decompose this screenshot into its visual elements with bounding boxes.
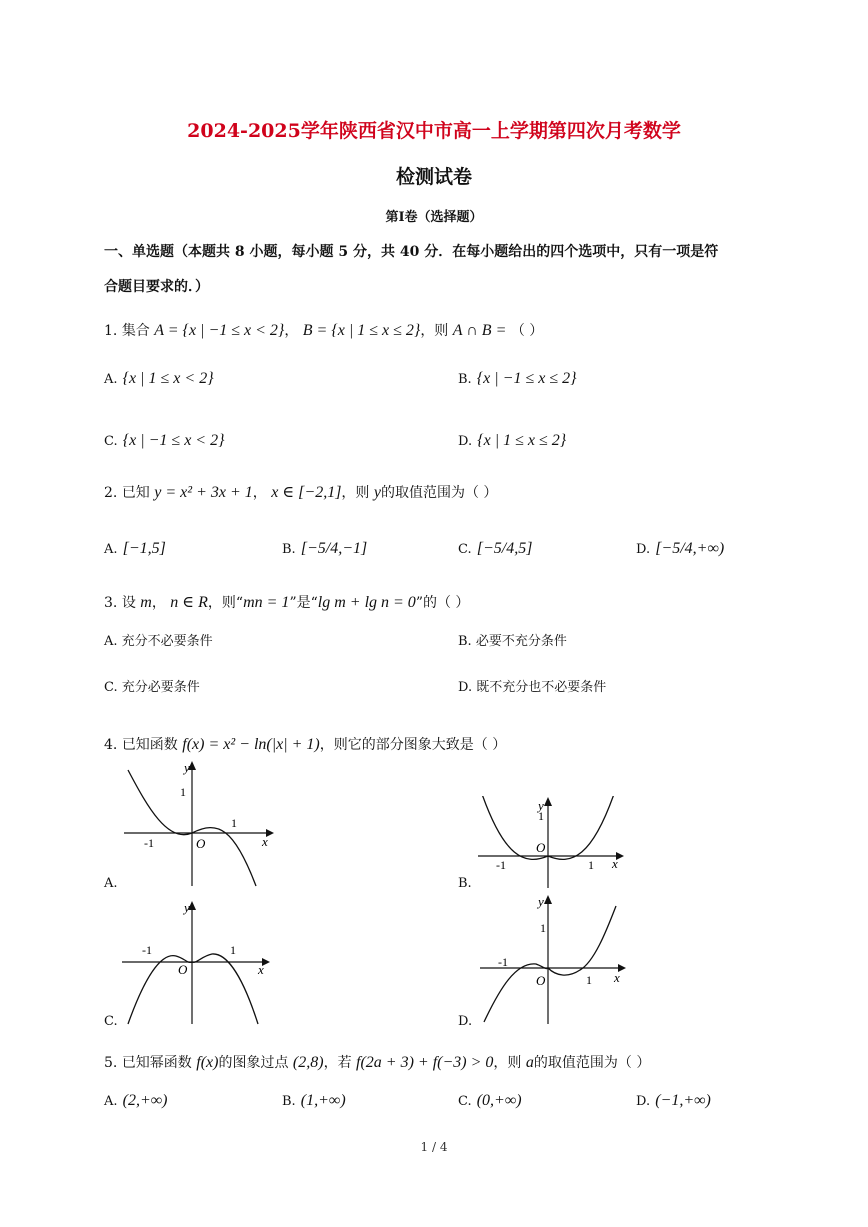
option-text: (2,+∞): [122, 1092, 168, 1109]
volume-label: 第Ⅰ卷（选择题）: [385, 210, 483, 225]
question-text: ，若: [323, 1055, 352, 1071]
option-label: D.: [458, 434, 473, 449]
question-2: [104, 482, 497, 502]
question-text: ，则: [420, 323, 449, 339]
option-label: C.: [104, 434, 118, 449]
option-label: D.: [636, 542, 651, 557]
option-label: C.: [458, 1094, 472, 1109]
option-text: (1,+∞): [300, 1092, 346, 1109]
set-a: A = {x | −1 ≤ x < 2}: [154, 322, 285, 339]
question-text: 的图象过点: [218, 1055, 289, 1071]
option-label: C.: [104, 680, 118, 695]
question-text: 设: [121, 595, 136, 611]
option-b[interactable]: [458, 368, 577, 388]
option-text: {x | 1 ≤ x ≤ 2}: [477, 432, 567, 449]
question-text: 的取值范围为（ ）: [380, 485, 498, 501]
separator: ，: [284, 323, 299, 339]
y-tick-1: 1: [540, 921, 546, 935]
graph-d: [476, 892, 636, 1028]
option-label: C.: [104, 1014, 118, 1029]
graph-b: [474, 796, 634, 892]
option-d[interactable]: [458, 676, 606, 695]
inequality-expr: f(2a + 3) + f(−3) > 0: [356, 1054, 494, 1071]
question-text: ”的（ ）: [415, 595, 470, 611]
separator: ，: [252, 485, 267, 501]
question-3: [104, 592, 469, 612]
option-label: D.: [458, 680, 473, 695]
question-number: 2.: [104, 485, 118, 501]
origin-label: O: [536, 973, 546, 988]
y-tick-1: 1: [180, 785, 186, 799]
question-text: 的取值范围为（ ）: [533, 1055, 651, 1071]
function-expr: y = x² + 3x + 1: [154, 484, 253, 501]
x-tick-1: 1: [231, 816, 237, 830]
option-label: C.: [458, 542, 472, 557]
x-axis-label: x: [262, 834, 268, 849]
x-tick-1: 1: [586, 973, 592, 987]
option-d[interactable]: [458, 430, 566, 450]
question-text: ，则: [341, 485, 370, 501]
page-title: 2024-2025学年陕西省汉中市高一上学期第四次月考数学: [187, 120, 681, 142]
x-tick-1: 1: [230, 943, 236, 957]
option-c[interactable]: [458, 1090, 522, 1110]
option-c[interactable]: [104, 1014, 118, 1029]
option-label: A.: [104, 542, 118, 557]
x-tick-neg1: -1: [498, 955, 508, 969]
condition-2: lg m + lg n = 0: [317, 594, 416, 611]
origin-label: O: [536, 840, 546, 855]
question-4: [104, 734, 506, 754]
option-label: A.: [104, 634, 118, 649]
question-number: 4.: [104, 737, 118, 753]
x-axis-label: x: [612, 856, 618, 871]
separator: ，: [151, 595, 166, 611]
option-text: [−5/4,−1]: [300, 540, 368, 557]
option-label: D.: [636, 1094, 651, 1109]
option-label: A.: [104, 876, 118, 891]
point-expr: (2,8): [292, 1054, 324, 1071]
domain-expr: x ∈ [−2,1]: [271, 484, 342, 501]
question-1: [104, 320, 543, 340]
question-text: 的: [361, 737, 376, 753]
option-text: {x | −1 ≤ x ≤ 2}: [476, 370, 577, 387]
option-text: 充分不必要条件: [121, 634, 213, 649]
option-label: B.: [458, 634, 472, 649]
graph-a: [118, 758, 278, 890]
variable: y: [373, 484, 381, 501]
variable: a: [525, 1054, 534, 1071]
y-axis-label: y: [538, 894, 544, 909]
n-in-r: n ∈ R: [170, 594, 208, 611]
question-text: 已知函数: [121, 737, 178, 753]
option-text: 必要不充分条件: [475, 634, 567, 649]
option-label: B.: [282, 542, 296, 557]
function-name: f(x): [196, 1054, 219, 1071]
option-label: A.: [104, 1094, 118, 1109]
option-a[interactable]: [104, 876, 118, 891]
question-text: ，则“: [207, 595, 244, 611]
page-number: 1 / 4: [420, 1140, 448, 1154]
option-c[interactable]: [104, 430, 225, 450]
x-tick-neg1: -1: [496, 858, 506, 872]
question-5: [104, 1052, 650, 1072]
section-heading-cont: 合题目要求的．）: [104, 279, 209, 295]
y-axis-label: y: [184, 760, 190, 775]
option-a[interactable]: [104, 538, 166, 558]
graph-c: [118, 898, 278, 1026]
option-text: (0,+∞): [476, 1092, 522, 1109]
option-b[interactable]: [458, 876, 472, 891]
option-label: B.: [282, 1094, 296, 1109]
variable-m: m: [140, 594, 152, 611]
option-d[interactable]: [636, 1090, 711, 1110]
question-number: 3.: [104, 595, 118, 611]
question-text: 已知: [121, 485, 150, 501]
option-text: [−1,5]: [122, 540, 166, 557]
option-label: B.: [458, 876, 472, 891]
x-axis-label: x: [258, 962, 264, 977]
option-b[interactable]: [282, 538, 367, 558]
question-text: 部分图象大致是（ ）: [375, 737, 507, 753]
origin-label: O: [196, 836, 206, 851]
question-text: ，则: [493, 1055, 522, 1071]
question-number: 5.: [104, 1055, 118, 1071]
option-d[interactable]: [458, 1014, 472, 1029]
option-d[interactable]: [636, 538, 724, 558]
option-label: A.: [104, 372, 118, 387]
x-tick-neg1: -1: [144, 836, 154, 850]
question-text: 已知幂函数: [121, 1055, 192, 1071]
y-axis-label: y: [538, 798, 544, 813]
set-b: B = {x | 1 ≤ x ≤ 2}: [302, 322, 421, 339]
option-b[interactable]: [458, 630, 567, 649]
option-label: B.: [458, 372, 472, 387]
intersection-expr: A ∩ B =: [452, 322, 507, 339]
option-text: {x | 1 ≤ x < 2}: [122, 370, 214, 387]
question-text: 集合: [121, 323, 150, 339]
option-a[interactable]: [104, 1090, 167, 1110]
option-a[interactable]: [104, 368, 214, 388]
x-tick-neg1: -1: [142, 943, 152, 957]
option-text: 充分必要条件: [121, 680, 200, 695]
option-b[interactable]: [282, 1090, 346, 1110]
question-number: 1.: [104, 323, 118, 339]
option-c[interactable]: [104, 676, 200, 695]
question-text: ，则它: [319, 737, 362, 753]
option-a[interactable]: [104, 630, 213, 649]
option-label: D.: [458, 1014, 473, 1029]
option-text: [−5/4,+∞): [655, 540, 725, 557]
x-axis-label: x: [614, 970, 620, 985]
condition-1: mn = 1: [243, 594, 290, 611]
option-text: [−5/4,5]: [476, 540, 533, 557]
option-c[interactable]: [458, 538, 532, 558]
function-expr: f(x) = x² − ln(|x| + 1): [182, 736, 320, 753]
y-axis-label: y: [184, 900, 190, 915]
question-text: ”是“: [289, 595, 318, 611]
option-text: (−1,+∞): [655, 1092, 711, 1109]
option-text: 既不充分也不必要条件: [476, 680, 607, 695]
x-tick-1: 1: [588, 858, 594, 872]
origin-label: O: [178, 962, 188, 977]
y-tick-1: 1: [538, 809, 544, 823]
answer-blank: （ ）: [510, 323, 544, 339]
page-title-line2: 检测试卷: [395, 166, 472, 188]
option-text: {x | −1 ≤ x < 2}: [122, 432, 225, 449]
section-heading: 一、单选题（本题共 8 小题，每小题 5 分，共 40 分．在每小题给出的四个选项中，只有一项是符: [104, 244, 719, 260]
